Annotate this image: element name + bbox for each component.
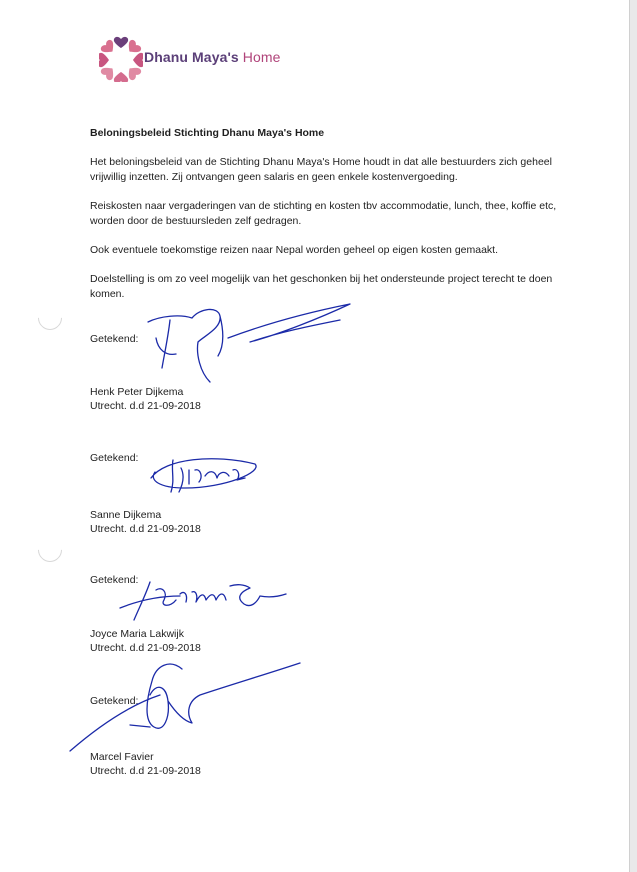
signer-name: Sanne Dijkema [90,509,162,521]
logo-text-name: Dhanu Maya's [144,49,239,65]
logo-mark [99,36,143,82]
signature-label: Getekend: [90,452,139,464]
logo [99,36,299,82]
signature-image [110,566,290,626]
signature-label: Getekend: [90,574,139,586]
paragraph: Doelstelling is om zo veel mogelijk van het geschonken bij het ondersteunde project terecht te doen komen. [90,273,553,300]
paragraph: Het beloningsbeleid van de Stichting Dhanu Maya's Home houdt in dat alle bestuurders zich geheel vrijwillig inzetten. Zij ontvangen geen salaris en geen enkele kostenvergoeding. [90,156,552,183]
paragraph: Ook eventuele toekomstige reizen naar Nepal worden geheel op eigen kosten gemaakt. [90,244,499,256]
logo-text-home: Home [242,49,281,65]
document-body [90,126,580,316]
signer-place-date: Utrecht. d.d 21-09-2018 [90,642,201,654]
scan-edge [630,0,637,872]
signer-name: Marcel Favier [90,751,154,763]
signer-name: Joyce Maria Lakwijk [90,628,184,640]
signature-image [145,448,265,498]
signer-name: Henk Peter Dijkema [90,386,184,398]
signer-place-date: Utrecht. d.d 21-09-2018 [90,400,201,412]
signature-label: Getekend: [90,333,139,345]
document-title: Beloningsbeleid Stichting Dhanu Maya's Home [90,127,325,139]
signer-place-date: Utrecht. d.d 21-09-2018 [90,765,201,777]
signature-label: Getekend: [90,695,139,707]
signer-place-date: Utrecht. d.d 21-09-2018 [90,523,201,535]
logo-wordmark [144,49,281,65]
signature-image [140,298,360,388]
signature-image [60,655,310,755]
paragraph: Reiskosten naar vergaderingen van de stichting en kosten tbv accommodatie, lunch, thee, koffie etc, worden door de bestuursleden zelf gedragen. [90,200,557,227]
